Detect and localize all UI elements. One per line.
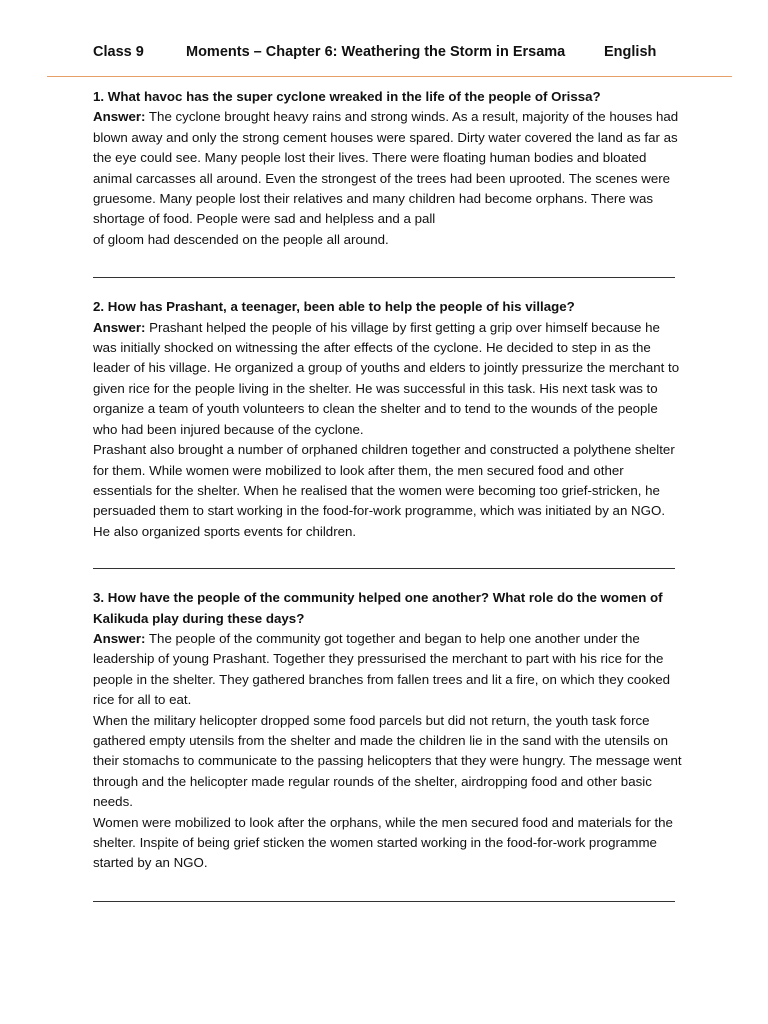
answer-2-paragraph-1 bbox=[93, 318, 683, 440]
question-2: 2. How has Prashant, a teenager, been able to help the people of his village? bbox=[93, 299, 575, 315]
answer-text: Prashant helped the people of his village by first getting a grip over himself because he was initially shocked on witnessing the after effects of the cyclone. He decided to step in as the leader of his village. He organized a group of youths and elders to jointly pressurize the merchant to given rice for the people living in the shelter. He was successful in this task. His next task was to organize a team of youth volunteers to clean the shelter and to tend to the wounds of the people who had been injured because of the cyclone. bbox=[93, 319, 680, 437]
header-class: Class 9 bbox=[93, 44, 144, 60]
document-body bbox=[93, 87, 683, 902]
section-divider bbox=[93, 901, 675, 902]
answer-3-paragraph-2: When the military helicopter dropped some food parcels but did not return, the youth task force gathered empty utensils from the shelter and made the children lie in the sand with the utensils on their stomachs to communicate to the passing helicopters that they were hungry. The message went through and the helicopter made regular rounds of the shelter, airdropping food and other basic needs. bbox=[93, 712, 682, 810]
question-3: 3. How have the people of the community helped one another? What role do the women of Kalikuda play during these days? bbox=[93, 590, 663, 626]
answer-1-paragraph-1 bbox=[93, 107, 683, 229]
answer-label: Answer: bbox=[93, 319, 146, 335]
page-header bbox=[0, 44, 768, 64]
answer-label: Answer: bbox=[93, 109, 146, 125]
answer-3-paragraph-3: Women were mobilized to look after the orphans, while the men secured food and materials for the shelter. Inspite of being grief sticken the women started working in the food-for-work programme started by an NGO. bbox=[93, 814, 673, 871]
header-subject: English bbox=[604, 44, 657, 60]
header-rule bbox=[47, 76, 732, 77]
header-title: Moments – Chapter 6: Weathering the Storm in Ersama bbox=[186, 44, 566, 60]
answer-1-paragraph-2: of gloom had descended on the people all around. bbox=[93, 231, 389, 247]
qa-block-1 bbox=[93, 87, 683, 250]
answer-label: Answer: bbox=[93, 630, 146, 646]
answer-2-paragraph-2: Prashant also brought a number of orphaned children together and constructed a polythene shelter for them. While women were mobilized to look after them, the men secured food and other essentials for the shelter. When he realised that the women were becoming too grief-stricken, he persuaded them to start working in the food-for-work programme, which was initiated by an NGO. He also organized sports events for children. bbox=[93, 442, 675, 539]
question-1: 1. What havoc has the super cyclone wreaked in the life of the people of Orissa? bbox=[93, 89, 601, 104]
answer-text: The people of the community got together and began to help one another under the leadership of young Prashant. Together they pressurised the merchant to part with his rice for the people in the shelter. They gathered branches from fallen trees and lit a fire, on which they cooked rice for all to eat. bbox=[93, 630, 671, 708]
section-divider bbox=[93, 277, 675, 278]
qa-block-3 bbox=[93, 588, 683, 874]
answer-text: The cyclone brought heavy rains and strong winds. As a result, majority of the houses had blown away and only the strong cement houses were spared. Dirty water covered the land as far as the eye could see. Many people lost their lives. There were floating human bodies and bloated animal carcasses all around. Even the strongest of the trees had been uprooted. The scenes were gruesome. Many people lost their relatives and many children had become orphans. There was shortage of food. People were sad and helpless and a pall bbox=[93, 109, 679, 227]
answer-3-paragraph-1 bbox=[93, 629, 683, 711]
qa-block-2 bbox=[93, 297, 683, 542]
section-divider bbox=[93, 568, 675, 569]
